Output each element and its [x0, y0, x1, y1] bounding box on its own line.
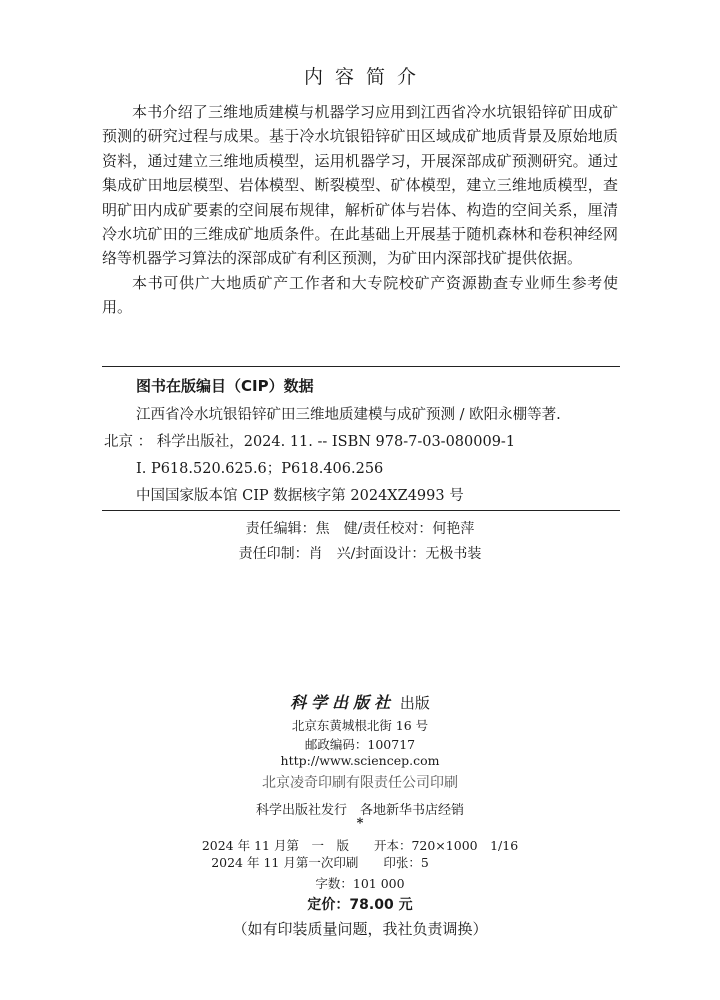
- credits-line-2: 责任印制：肖 兴/封面设计：无极书装: [238, 546, 482, 562]
- word-count: 字数：101 000: [315, 876, 405, 891]
- cip-top-rule: [102, 366, 620, 367]
- separator-star: *: [356, 816, 364, 831]
- printing-line: 2024 年 11 月第一次印刷 印张：5: [211, 855, 429, 870]
- distribution-line: 科学出版社发行 各地新华书店经销: [255, 803, 464, 818]
- publisher-logo-text: 科学出版社: [290, 693, 396, 712]
- publish-word: 出版: [399, 694, 430, 712]
- page-title: 内容简介: [303, 66, 428, 88]
- quality-notice: （如有印装质量问题，我社负责调换）: [232, 920, 488, 938]
- publisher-website: http://www.sciencep.com: [280, 753, 440, 768]
- cip-heading: 图书在版编目（CIP）数据: [136, 377, 314, 395]
- cip-line-4: 中国国家版本馆 CIP 数据核字第 2024XZ4993 号: [136, 488, 464, 504]
- edition-line: 2024 年 11 月第 一 版 开本：720×1000 1/16: [201, 838, 519, 853]
- price: 定价：78.00 元: [307, 897, 413, 913]
- cip-bottom-rule: [102, 510, 620, 511]
- publisher-address: 北京东黄城根北街 16 号: [291, 718, 429, 733]
- summary-paragraph-1: 本书介绍了三维地质建模与机器学习应用到江西省冷水坑银铅锌矿田成矿预测的研究过程与成果。基于冷水坑银铅锌矿田区域成矿地质背景及原始地质资料，通过建立三维地质模型，运用机器学习，开展深部成矿预测研究。通过集成矿田地层模型、岩体模型、断裂模型、矿体模型，建立三维地质模型，查明矿田内成矿要素的空间展布规律，解析矿体与岩体、构造的空间关系，厘清冷水坑矿田的三维成矿地质条件。在此基础上开展基于随机森林和卷积神经网络等机器学习算法的深部成矿有利区预测，为矿田内深部找矿提供依据。: [102, 103, 618, 268]
- summary-paragraph-2: 本书可供广大地质矿产工作者和大专院校矿产资源勘查专业师生参考使用。: [102, 273, 618, 317]
- publisher-line: [0, 690, 720, 713]
- credits-line-1: 责任编辑：焦 健/责任校对：何艳萍: [245, 521, 475, 537]
- printer-line: 北京凌奇印刷有限责任公司印刷: [262, 775, 458, 791]
- summary-section: [102, 100, 618, 320]
- cip-line-2: 北京 ： 科学出版社，2024. 11. -- ISBN 978-7-03-080009-1: [104, 434, 516, 450]
- cip-line-3: Ⅰ. P618.520.625.6；P618.406.256: [136, 461, 384, 477]
- cip-line-1: 江西省冷水坑银铅锌矿田三维地质建模与成矿预测 / 欧阳永棚等著.: [136, 407, 561, 423]
- publisher-postcode: 邮政编码：100717: [304, 737, 416, 752]
